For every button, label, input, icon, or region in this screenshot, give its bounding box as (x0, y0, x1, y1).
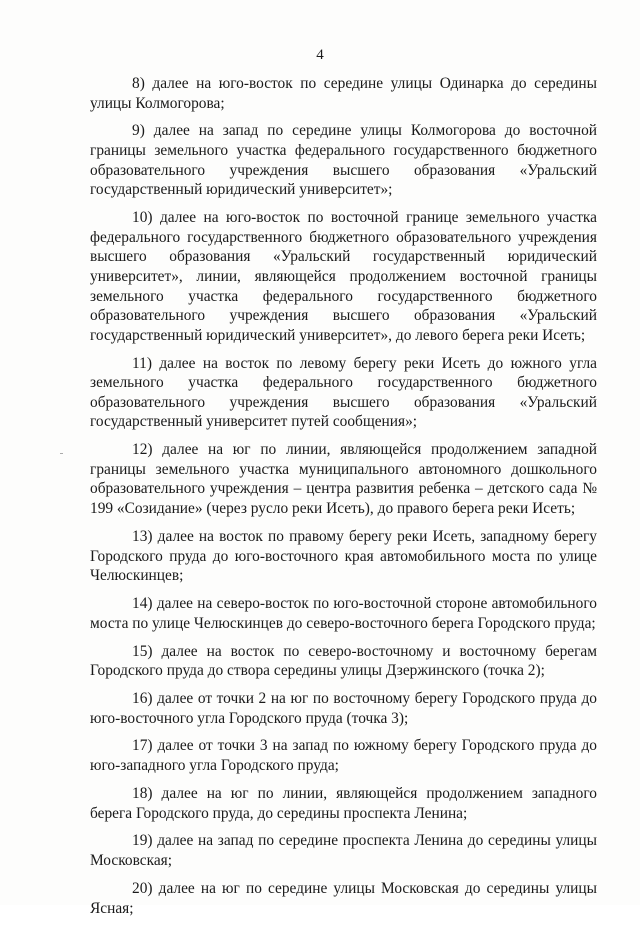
paragraph-item-15: 15) далее на восток по северо-восточному и восточному берегам Городского пруда до створа середины улицы Дзержинского (точка 2); (90, 642, 597, 680)
paragraph-item-17: 17) далее от точки 3 на запад по южному берегу Городского пруда до юго-западного угла Городского пруда; (90, 737, 597, 775)
paragraph-item-18: 18) далее на юг по линии, являющейся продолжением западного берега Городского пруда, до середины проспекта Ленина; (90, 784, 597, 822)
paragraph-item-12: 12) далее на юг по линии, являющейся продолжением западной границы земельного участка муниципального автономного дошкольного образовательного учреждения – центра развития ребенка – детского сада № 199 «Созидание» (через русло реки Исеть), до правого берега реки Исеть; (90, 441, 597, 518)
document-body (90, 74, 597, 926)
paragraph-item-9: 9) далее на запад по середине улицы Колмогорова до восточной границы земельного участка федерального государственного бюджетного образовательного учреждения высшего образования «Уральский государственный юридический университет»; (90, 122, 597, 199)
paragraph-item-20: 20) далее на юг по середине улицы Московская до середины улицы Ясная; (90, 879, 597, 917)
paragraph-item-14: 14) далее на северо-восток по юго-восточной стороне автомобильного моста по улице Челюскинцев до северо-восточного берега Городского пруда; (90, 595, 597, 632)
paragraph-item-19: 19) далее на запад по середине проспекта Ленина до середины улицы Московская; (90, 832, 597, 870)
paragraph-item-8: 8) далее на юго-восток по середине улицы Одинарка до середины улицы Колмогорова; (90, 75, 597, 112)
margin-mark (60, 453, 63, 454)
page-number: 4 (316, 47, 324, 63)
paragraph-item-11: 11) далее на восток по левому берегу реки Исеть до южного угла земельного участка федерального государственного бюджетного образовательного учреждения высшего образования «Уральский государственный университет путей сообщения»; (90, 354, 597, 431)
paragraph-item-10: 10) далее на юго-восток по восточной границе земельного участка федерального государственного бюджетного образовательного учреждения высшего образования «Уральский государственный юридический университет», линии, являющейся продолжением восточной границы земельного участка федерального государственного бюджетного образовательного учреждения высшего образования «Уральский государственный юридический университет», до левого берега реки Исеть; (90, 209, 597, 344)
paragraph-item-16: 16) далее от точки 2 на юг по восточному берегу Городского пруда до юго-восточного угла Городского пруда (точка 3); (90, 690, 597, 727)
paragraph-item-13: 13) далее на восток по правому берегу реки Исеть, западному берегу Городского пруда до юго-восточного края автомобильного моста по улице Челюскинцев; (90, 527, 597, 585)
